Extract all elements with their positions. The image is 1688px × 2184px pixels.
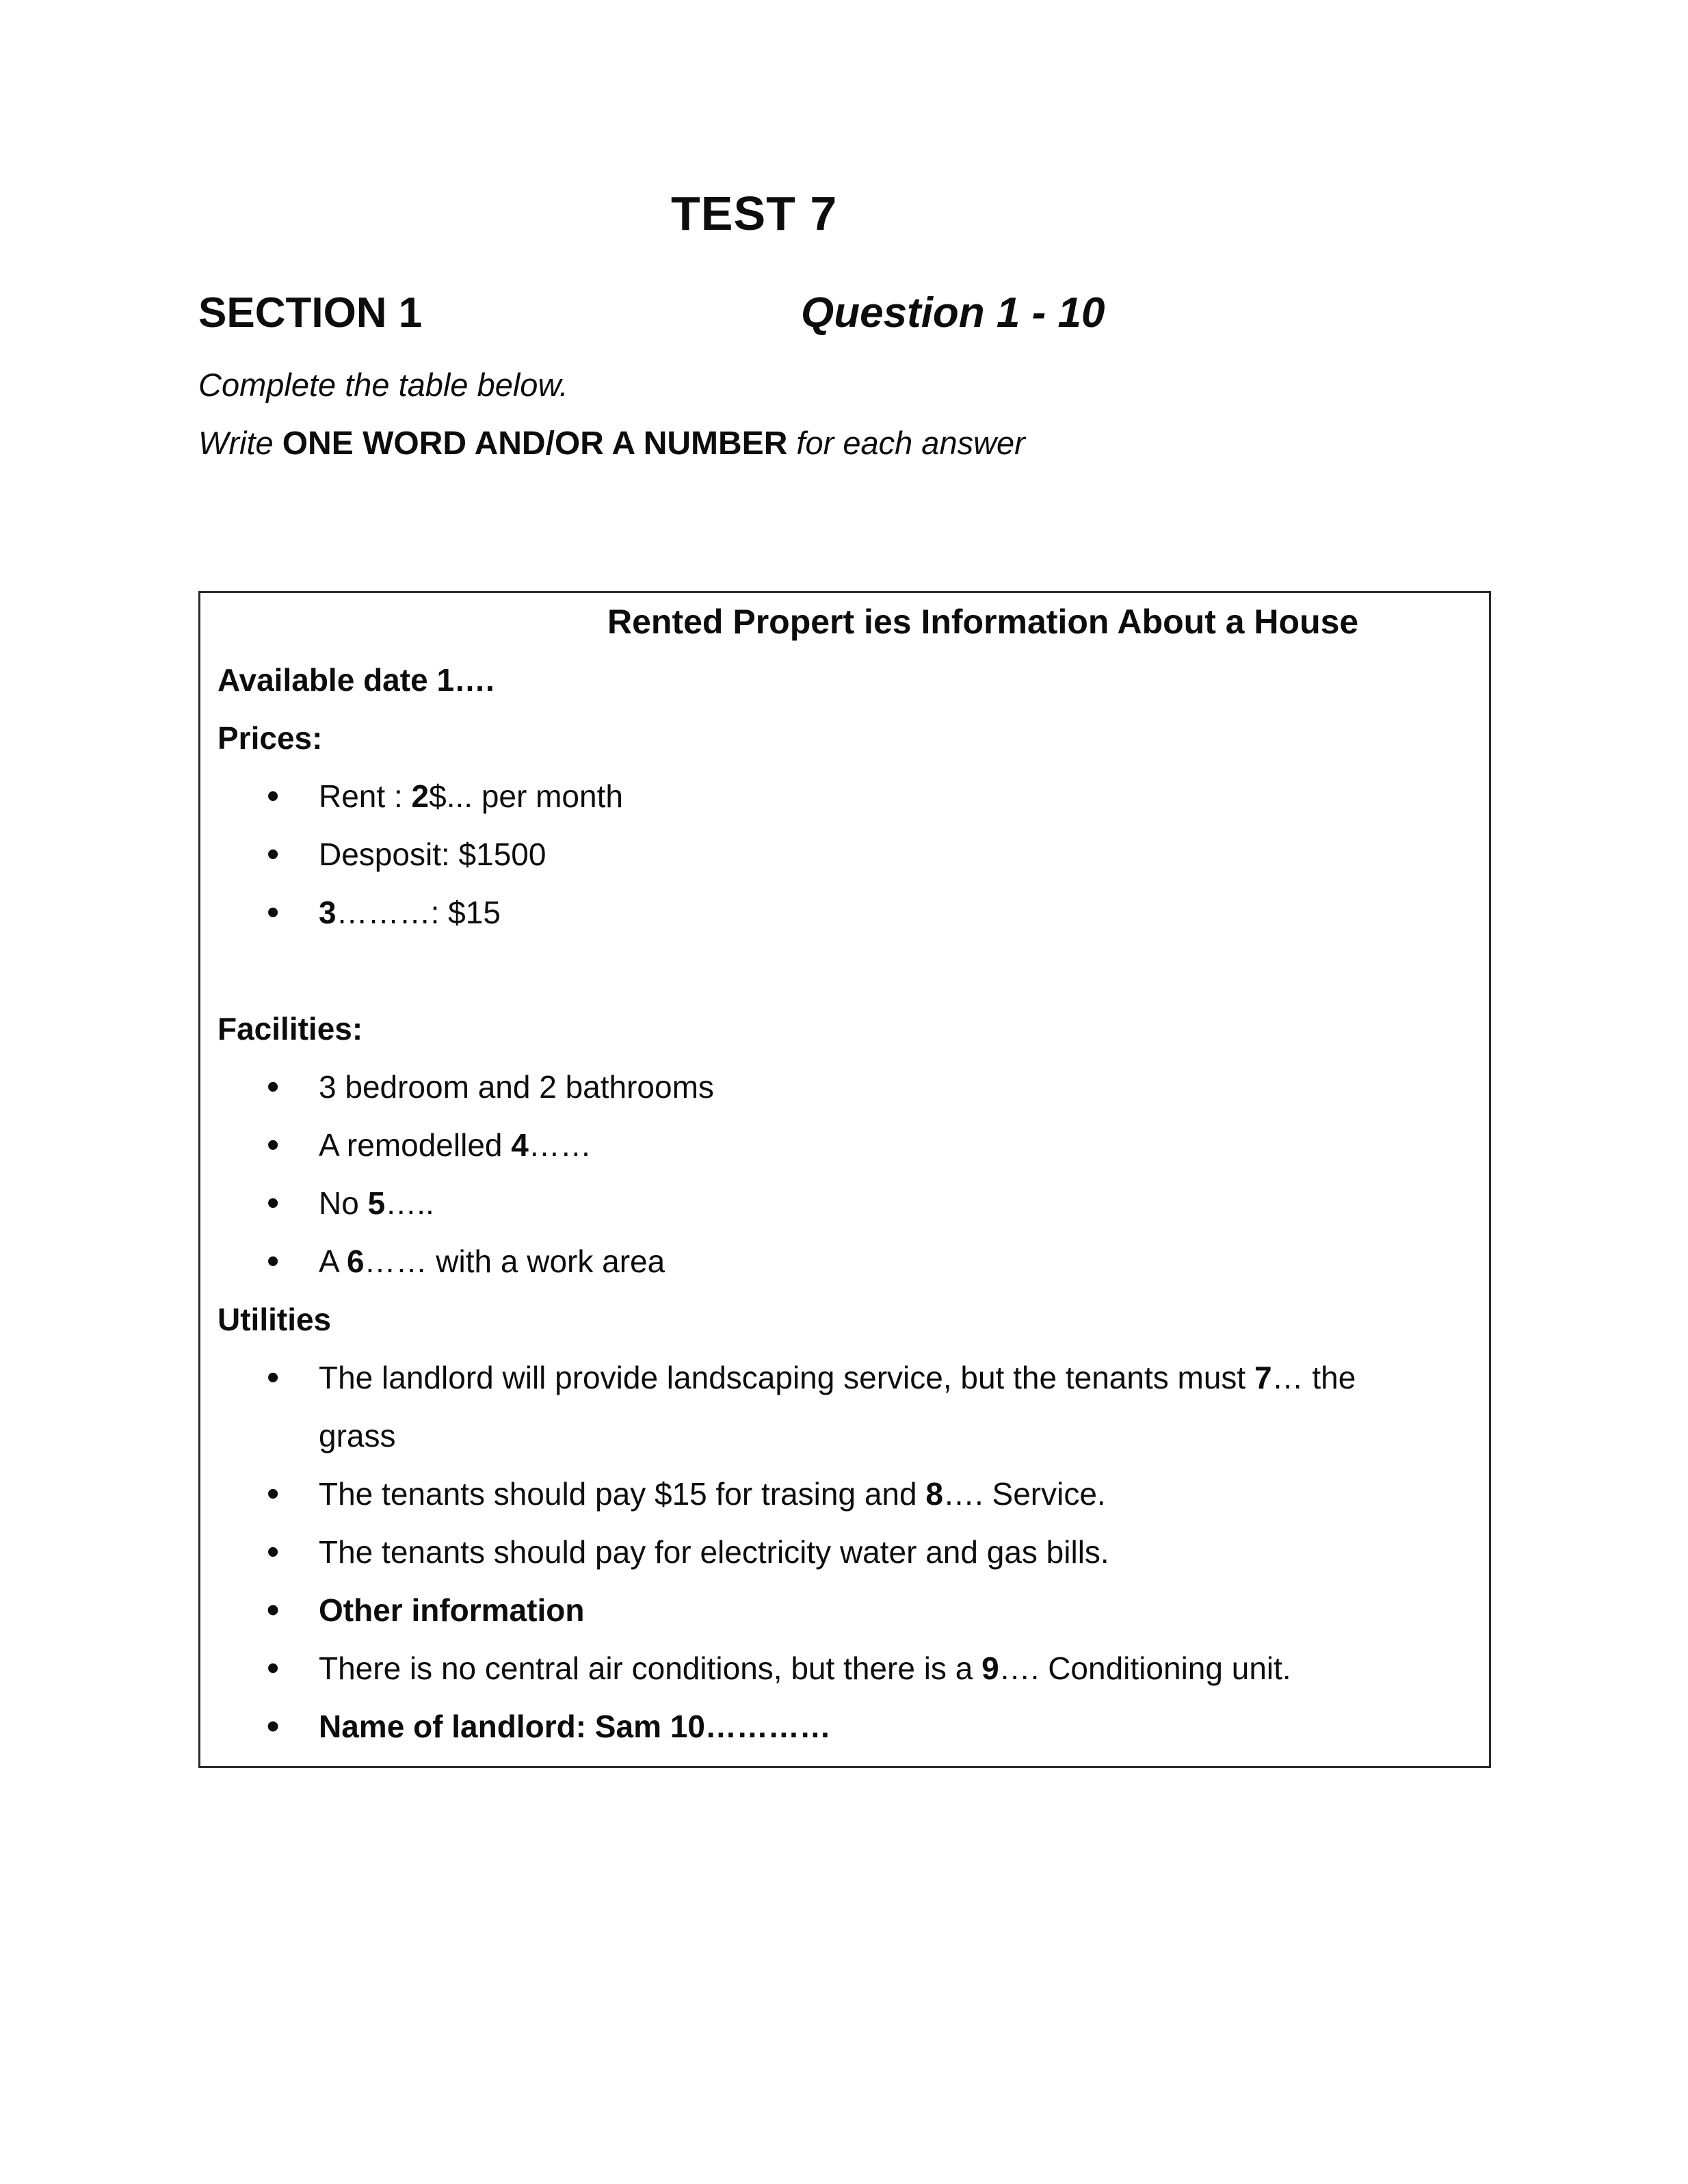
question-range-heading: Question 1 - 10 [801,289,1105,337]
question-7-number: 7 [1254,1360,1272,1395]
question-6-number: 6 [346,1244,365,1279]
bullet-icon: • [267,1183,280,1223]
landscaping-text-line2: grass [319,1418,396,1453]
bullet-icon: • [267,1648,280,1688]
available-date-label: Available date [217,662,437,698]
list-item [217,1116,1472,1174]
question-9-number: 9 [981,1650,999,1686]
list-item [217,1465,1472,1523]
available-date-line [217,651,1472,709]
instruction-line-1: Complete the table below. [198,367,568,403]
bedrooms-text: 3 bedroom and 2 bathrooms [319,1069,714,1105]
question-3-number: 3 [319,895,337,930]
bullet-icon: • [267,1358,280,1397]
question-8-blank: …. Service. [942,1476,1106,1512]
question-3-blank: ………: $15 [336,895,501,930]
section-heading: SECTION 1 [198,289,423,337]
list-item [217,884,1472,942]
list-item [217,767,1472,826]
table-heading: Rented Propert ies Information About a House [607,603,1359,641]
rent-text: Rent : [319,778,412,814]
question-9-blank: …. Conditioning unit. [999,1650,1291,1686]
bullet-icon: • [267,1532,280,1572]
instruction-2-bold-phrase: ONE WORD AND/OR A NUMBER [282,425,788,462]
question-10-number: 10 [670,1709,705,1744]
list-item [217,1698,1472,1756]
landlord-name-text: Name of landlord: Sam [319,1709,670,1744]
prices-list [217,767,1472,942]
utilities-list [217,1349,1472,1756]
question-2-number: 2 [411,778,430,814]
no-item-text: No [319,1185,368,1221]
list-item [217,1058,1472,1116]
bullet-icon: • [267,1067,280,1107]
question-10-blank: ………… [704,1709,831,1744]
bullet-icon: • [267,776,280,816]
facilities-list [217,1058,1472,1291]
rented-properties-table [198,591,1491,1768]
deposit-text: Desposit: $1500 [319,837,546,872]
landscaping-text: The landlord will provide landscaping service, but the tenants must [319,1360,1254,1395]
page-title: TEST 7 [671,187,838,240]
work-area-text: A [319,1244,347,1279]
question-7-blank: … the [1271,1360,1356,1395]
bullet-icon: • [267,834,280,874]
list-item [217,1233,1472,1291]
rent-blank-text: $... per month [429,778,623,814]
bills-text: The tenants should pay for electricity water and gas bills. [319,1534,1109,1570]
bullet-icon: • [267,1707,280,1746]
list-item [217,1174,1472,1233]
question-1-blank: …. [454,662,494,698]
instruction-2-suffix: for each answer [787,425,1025,461]
blank-line [217,942,1472,1000]
question-6-blank: …… with a work area [364,1244,665,1279]
question-1-number: 1 [436,662,455,698]
list-item [217,826,1472,884]
instruction-2-prefix: Write [198,425,282,461]
list-item [217,1581,1472,1640]
section-header-row [198,284,1491,342]
bullet-icon: • [267,1474,280,1514]
question-4-blank: …… [528,1127,592,1163]
bullet-icon: • [267,893,280,932]
trash-service-text: The tenants should pay $15 for trasing and [319,1476,926,1512]
question-4-number: 4 [511,1127,529,1163]
bullet-icon: • [267,1125,280,1165]
prices-label: Prices: [217,720,323,756]
list-item [217,1640,1472,1698]
question-5-blank: ….. [385,1185,434,1221]
question-5-number: 5 [367,1185,386,1221]
list-item [217,1523,1472,1581]
remodelled-text: A remodelled [319,1127,512,1163]
instruction-line-2 [198,414,1491,473]
question-8-number: 8 [925,1476,943,1512]
utilities-label: Utilities [217,1302,332,1337]
bullet-icon: • [267,1590,280,1630]
other-information-label: Other information [319,1592,585,1628]
facilities-label: Facilities: [217,1011,363,1047]
list-item [217,1349,1472,1465]
air-conditioning-text: There is no central air conditions, but there is a [319,1650,982,1686]
bullet-icon: • [267,1241,280,1281]
